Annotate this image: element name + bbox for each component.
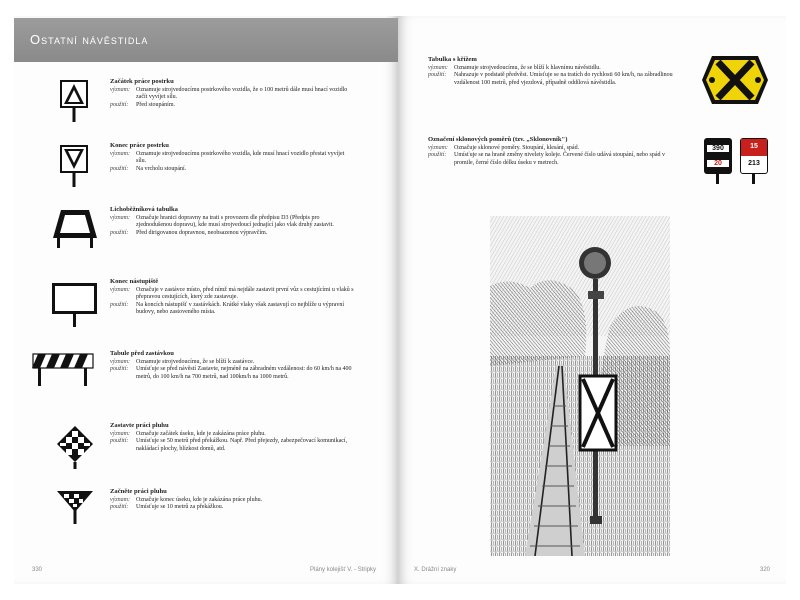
usage-label: použití:	[110, 301, 129, 308]
entry-start-pusher	[110, 78, 355, 109]
meaning-label: význam:	[110, 215, 130, 222]
meaning-text: Oznamuje strojvedoucímu postrkového vozidla, kde musí hnací vozidlo přestat vyvíjet sílu.	[136, 151, 345, 165]
meaning-text: Oznamuje strojvedoucímu, že se blíží k hlavnímu návěstidlu.	[454, 65, 601, 72]
entry-title: Tabulka s křížem	[428, 56, 477, 63]
left-footer-title: Plány kolejišť V. - Stripky	[310, 567, 377, 573]
entry-title: Začněte práci pluhu	[110, 488, 167, 495]
end-pusher-sign-icon	[60, 145, 90, 187]
gradient-left-top-value: 390	[707, 145, 729, 152]
usage-text: Umísťuje se 10 metrů za překážkou.	[136, 504, 224, 511]
usage-label: použití:	[110, 504, 129, 511]
meaning-label: význam:	[110, 497, 130, 504]
left-page-number: 330	[32, 567, 43, 573]
right-page-number: 320	[760, 567, 771, 573]
usage-text: Umísťuje se před návěstí Zastavte, nejméně na zábradném vzdálenost: do 60 km/h na 400 metrů, do 100 km/h na 700 metrů, nad 100km/h na 1000 metrů.	[136, 366, 352, 380]
meaning-label: význam:	[110, 359, 130, 366]
gradient-left-bottom-value: 20	[707, 160, 729, 167]
entry-title: Lichoběžníková tabulka	[110, 206, 178, 213]
meaning-label: význam:	[110, 151, 130, 158]
meaning-text: Označuje sklonové poměry. Stoupání, klesání, spád.	[454, 145, 580, 152]
right-footer-section: X. Drážní znaky	[414, 567, 457, 573]
start-plough-sign-icon	[56, 490, 94, 526]
start-pusher-sign-icon	[60, 80, 90, 122]
entry-title: Tabule před zastávkou	[110, 350, 174, 357]
entry-end-pusher	[110, 142, 355, 173]
entry-gradient-marker	[428, 136, 678, 167]
usage-label: použití:	[110, 165, 129, 172]
usage-label: použití:	[110, 438, 129, 445]
entry-start-plough	[110, 488, 355, 512]
usage-label: použití:	[110, 229, 129, 236]
railway-signal-illustration	[490, 216, 670, 556]
meaning-label: význam:	[428, 65, 448, 72]
usage-text: Před dirigovanou dopravnou, neobsazenou výpravčím.	[136, 229, 268, 236]
entry-trapezoid	[110, 206, 355, 237]
meaning-text: Označuje začátek úseku, kde je zakázána práce pluhu.	[136, 431, 266, 438]
entry-title: Konec práce postrku	[110, 142, 169, 149]
usage-text: Nahrazuje v podstatě předvěst. Umísťuje se na tratích do rychlosti 60 km/h, na zábradlinou vzdálenost 100 metrů, před vjezdová, případně oddílová návěstidla.	[454, 72, 673, 86]
gradient-sign-right-icon	[740, 138, 768, 184]
gradient-sign-left-icon	[704, 138, 732, 184]
entry-stop-plough	[110, 422, 355, 453]
entry-title: Označení sklonových poměrů (tzv. „Sklonovník")	[428, 136, 568, 143]
usage-text: Umísťuje se 50 metrů před překážkou. Např. Před přejezdy, zabezpečovací komunikací, nakládací plochy, blízkost domů, atd.	[136, 438, 348, 452]
usage-label: použití:	[428, 72, 447, 79]
cross-board-sign-icon	[700, 54, 770, 108]
entry-before-stop	[110, 350, 355, 381]
entry-title: Konec nástupiště	[110, 278, 159, 285]
usage-text: Umísťuje se na hraně změny nivelety koleje. Červené číslo udává stoupání, nebo spád v promile, černé číslo délku úseku v metrech.	[454, 152, 666, 166]
entry-cross-board	[428, 56, 678, 87]
gradient-right-bottom-value: 213	[748, 160, 760, 167]
meaning-label: význam:	[428, 145, 448, 152]
entry-title: Začátek práce postrku	[110, 78, 174, 85]
trapezoid-sign-icon	[52, 208, 98, 250]
meaning-label: význam:	[110, 287, 130, 294]
before-stop-board-icon	[32, 352, 94, 388]
meaning-text: Označuje v zastávce místo, před nímž má nejdále zastavit první vůz s cestujícími u vlaků s přepravou cestujících, který zde zastavuje.	[136, 287, 354, 301]
entry-title: Zastavte práci pluhu	[110, 422, 169, 429]
meaning-label: význam:	[110, 431, 130, 438]
stop-plough-sign-icon	[56, 425, 94, 469]
meaning-text: Oznamuje strojvedoucímu postrkového vozidla, že o 100 metrů dále musí hnací vozidlo začít vyvíjet sílu.	[136, 87, 348, 101]
entry-platform-end	[110, 278, 355, 316]
gradient-right-top-value: 15	[741, 139, 767, 156]
usage-label: použití:	[110, 366, 129, 373]
meaning-text: Oznamuje strojvedoucímu, že se blíží k zastávce.	[136, 359, 255, 366]
platform-end-sign-icon	[52, 283, 98, 327]
meaning-text: Označuje hranici dopravny na trati s provozem dle předpisu D3 (Předpis pro zjednodušenou dopravu), kde musí strojvedoucí jednající jako vlak druhý zastavit.	[136, 215, 334, 229]
usage-text: Před stoupáním.	[136, 101, 175, 108]
meaning-label: význam:	[110, 87, 130, 94]
usage-text: Na vrcholu stoupání.	[136, 165, 187, 172]
section-header: Ostatní návěstidla	[14, 18, 398, 62]
usage-text: Na koncích nástupišť v zastávkách. Krátké vlaky však zastavují co nejblíže u výpravní budovy, nebo zastoveného místa.	[136, 301, 344, 315]
usage-label: použití:	[110, 101, 129, 108]
meaning-text: Označuje konec úseku, kde je zakázána práce pluhu.	[136, 497, 263, 504]
usage-label: použití:	[428, 152, 447, 159]
